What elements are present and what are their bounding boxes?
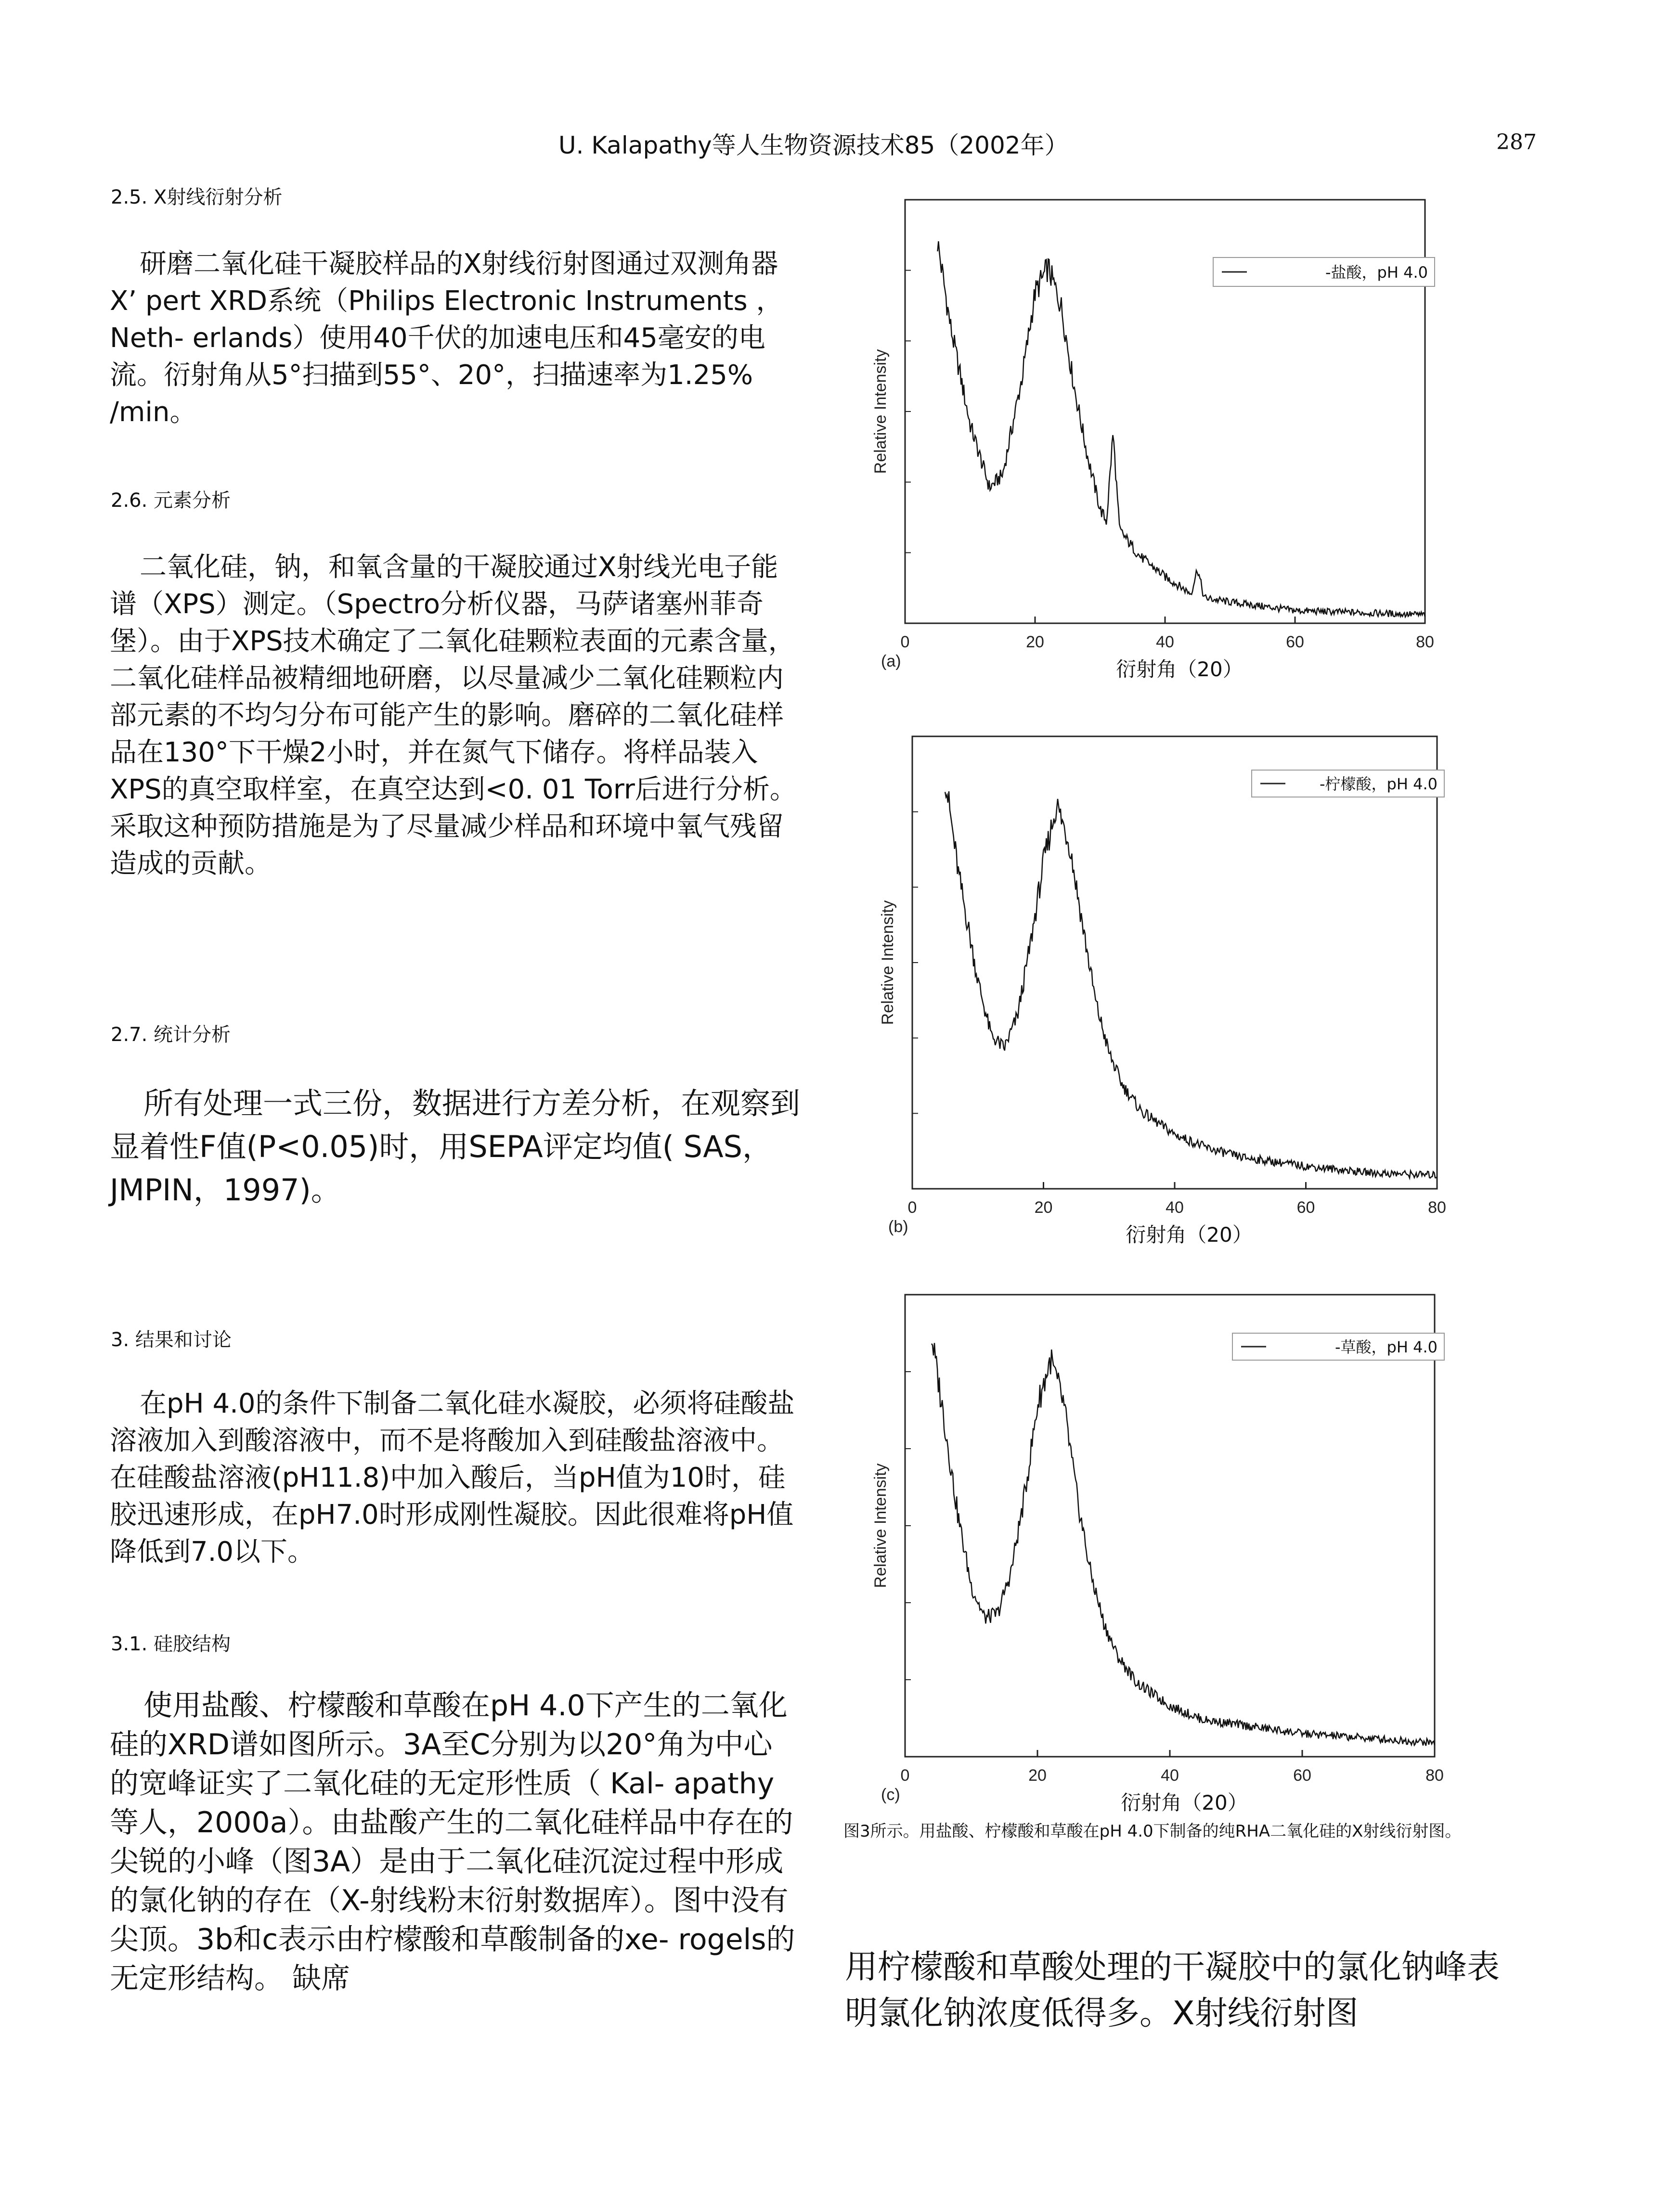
running-title: U. Kalapathy等人生物资源技术85（2002年） (558, 131, 1069, 159)
section-body-gel-structure: 使用盐酸、柠檬酸和草酸在pH 4.0下产生的二氧化硅的XRD谱如图所示。3A至C分别为以20°角为中心的宽峰证实了二氧化硅的无定形性质（ Kal- apathy等人，2000a）。由盐酸产生的二氧化硅样品中存在的尖锐的小峰（图3A）是由于二氧化硅沉淀过程中形成的氯化钠的存在（X-射线粉末衍射数据库）。图中没有尖顶。3b和c表示由柠檬酸和草酸制备的xe- rogels的无定形结构。 缺席 (110, 1689, 795, 1995)
plot-frame (912, 736, 1437, 1189)
x-tick-label: 40 (1161, 1766, 1179, 1785)
section-heading-results: 3. 结果和讨论 (111, 1329, 232, 1351)
x-axis-label: 衍射角（20） (1126, 1223, 1253, 1247)
x-tick-label: 80 (1428, 1198, 1446, 1217)
page-number: 287 (1496, 130, 1537, 154)
xrd-chart-b (876, 722, 1512, 1251)
section-heading-gel-structure: 3.1. 硅胶结构 (111, 1633, 231, 1655)
x-tick-label: 40 (1156, 633, 1174, 651)
legend-label: -柠檬酸，pH 4.0 (1320, 775, 1438, 793)
x-tick-label: 0 (900, 1766, 910, 1785)
x-tick-label: 80 (1416, 633, 1434, 651)
continuation-text: 用柠檬酸和草酸处理的干凝胶中的氯化钠峰表明氯化钠浓度低得多。X射线衍射图 (845, 1948, 1500, 2032)
x-tick-label: 60 (1286, 633, 1304, 651)
panel-label: (a) (881, 652, 901, 670)
y-axis-label: Relative Intensity (879, 900, 897, 1025)
y-axis-label: Relative Intensity (871, 349, 890, 474)
section-heading-statistics: 2.7. 统计分析 (111, 1024, 231, 1046)
x-tick-label: 80 (1425, 1766, 1444, 1785)
x-tick-label: 60 (1293, 1766, 1311, 1785)
figure-caption: 图3所示。用盐酸、柠檬酸和草酸在pH 4.0下制备的纯RHA二氧化硅的X射线衍射图。 (843, 1822, 1462, 1841)
section-heading-elemental: 2.6. 元素分析 (111, 489, 231, 512)
x-tick-label: 20 (1028, 1766, 1047, 1785)
series-line (932, 1343, 1435, 1746)
x-tick-label: 60 (1296, 1198, 1315, 1217)
plot-frame (905, 1295, 1435, 1757)
panel-label: (b) (888, 1218, 908, 1236)
section-body-elemental: 二氧化硅，钠，和氧含量的干凝胶通过X射线光电子能谱（XPS）测定。（Spectro分析仪器，马萨诸塞州菲奇堡）。由于XPS技术确定了二氧化硅颗粒表面的元素含量，二氧化硅样品被精细地研磨，以尽量减少二氧化硅颗粒内部元素的不均匀分布可能产生的影响。磨碎的二氧化硅样品在130°下干燥2小时，并在氮气下储存。将样品装入XPS的真空取样室，在真空达到<0. 01 Torr后进行分析。 采取这种预防措施是为了尽量减少样品和环境中氧气残留造成的贡献。 (110, 552, 797, 879)
x-axis-label: 衍射角（20） (1116, 657, 1243, 681)
section-body-statistics: 所有处理一式三份，数据进行方差分析，在观察到显着性F值(P<0.05)时，用SEPA评定均值( SAS，JMPIN，1997)。 (110, 1086, 801, 1208)
x-tick-label: 0 (900, 633, 910, 651)
series-line (945, 791, 1437, 1178)
section-body-xrd: 研磨二氧化硅干凝胶样品的X射线衍射图通过双测角器X’ pert XRD系统（Philips Electronic Instruments ，Neth- erlands）使用40千伏的加速电压和45毫安的电流。衍射角从5°扫描到55°、20°，扫描速率为1.25% /min。 (110, 248, 783, 428)
y-axis-label: Relative Intensity (871, 1463, 890, 1588)
legend-label: -草酸，pH 4.0 (1335, 1338, 1438, 1356)
legend-label: -盐酸，pH 4.0 (1325, 263, 1428, 282)
xrd-chart-a (871, 185, 1512, 686)
section-heading-xrd: 2.5. X射线衍射分析 (111, 186, 283, 208)
x-tick-label: 20 (1034, 1198, 1053, 1217)
x-tick-label: 40 (1166, 1198, 1184, 1217)
panel-label: (c) (881, 1786, 900, 1804)
x-tick-label: 20 (1026, 633, 1044, 651)
x-tick-label: 0 (907, 1198, 917, 1217)
series-line (938, 241, 1425, 617)
xrd-chart-c (871, 1280, 1512, 1814)
x-axis-label: 衍射角（20） (1121, 1791, 1248, 1814)
section-body-results: 在pH 4.0的条件下制备二氧化硅水凝胶，必须将硅酸盐溶液加入到酸溶液中，而不是将酸加入到硅酸盐溶液中。在硅酸盐溶液(pH11.8)中加入酸后，当pH值为10时，硅胶迅速形成，在pH7.0时形成刚性凝胶。因此很难将pH值降低到7.0以下。 (110, 1388, 795, 1568)
